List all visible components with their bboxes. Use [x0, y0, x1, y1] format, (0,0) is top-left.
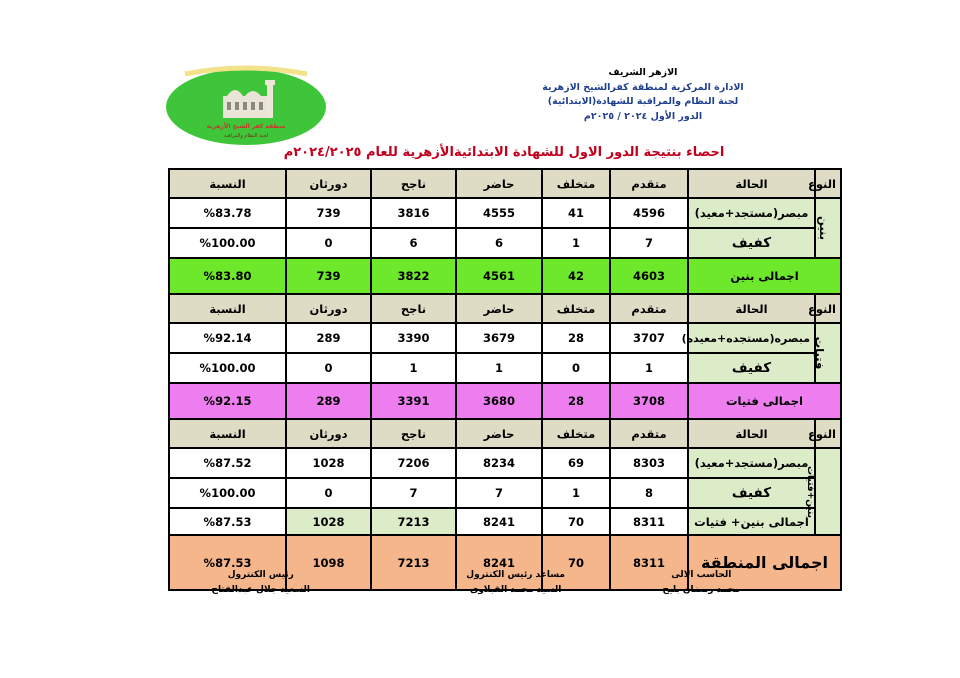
signature-assistant: [466, 570, 565, 595]
signature-head: [212, 570, 310, 595]
cell: 8303: [610, 448, 688, 478]
signature-name: السيد محمد القبلاوى: [469, 585, 562, 595]
col-enrolled: متقدم: [610, 419, 688, 448]
cell: 6: [371, 228, 456, 258]
cell: 3822: [371, 258, 456, 294]
grand-total-label: اجمالى المنطقة: [688, 535, 841, 590]
both-total-row: [169, 508, 841, 535]
col-absent: متخلف: [542, 169, 610, 198]
signature-title: الحاسب الالى: [671, 570, 732, 580]
cell: 739: [286, 198, 371, 228]
col-ratio: النسبة: [169, 294, 286, 323]
boys-total-label: اجمالى بنين: [688, 258, 841, 294]
cell: 3390: [371, 323, 456, 353]
cell: 28: [542, 323, 610, 353]
cell: 28: [542, 383, 610, 419]
cell: 1: [371, 353, 456, 383]
col-ratio: النسبة: [169, 419, 286, 448]
cell: 1: [610, 353, 688, 383]
category-label: فتيات: [812, 336, 827, 370]
results-table: [168, 168, 842, 591]
cell: %100.00: [169, 478, 286, 508]
col-passed: ناجح: [371, 294, 456, 323]
table-row: [169, 478, 841, 508]
header-line-2: الادارة المركزية لمنطقة كفرالشيخ الازهرية: [542, 81, 744, 93]
col-present: حاضر: [456, 169, 542, 198]
logo-text: منطقة كفر الشيخ الأزهرية: [206, 123, 286, 130]
cell: 1: [542, 228, 610, 258]
col-present: حاضر: [456, 419, 542, 448]
cell: 70: [542, 535, 610, 590]
category-label: بنين+فتيات: [804, 465, 815, 518]
signature-name: محمد رمضان بليح: [662, 585, 740, 595]
col-second-round: دورثان: [286, 419, 371, 448]
cell: 3680: [456, 383, 542, 419]
state-blind: كفيف: [688, 353, 815, 383]
cell: 8234: [456, 448, 542, 478]
table-row: [169, 198, 841, 228]
table-row: [169, 228, 841, 258]
col-second-round: دورثان: [286, 169, 371, 198]
col-enrolled: متقدم: [610, 169, 688, 198]
table-header-row: [169, 294, 841, 323]
cell: %87.52: [169, 448, 286, 478]
cell: 8241: [456, 508, 542, 535]
col-type: النوع: [815, 169, 841, 198]
cell: %92.15: [169, 383, 286, 419]
col-passed: ناجح: [371, 419, 456, 448]
cell: 7: [610, 228, 688, 258]
cell: 3391: [371, 383, 456, 419]
header-line-1: الازهر الشريف: [608, 67, 678, 78]
cell: 0: [286, 478, 371, 508]
category-label: بنين: [816, 215, 831, 241]
col-state: الحالة: [688, 294, 815, 323]
cell: 1028: [286, 448, 371, 478]
cell: 4603: [610, 258, 688, 294]
cell: 3707: [610, 323, 688, 353]
cell: 3708: [610, 383, 688, 419]
cell: 7206: [371, 448, 456, 478]
table-row: [169, 323, 841, 353]
cell: %87.53: [169, 535, 286, 590]
cell: 70: [542, 508, 610, 535]
table-header-row: [169, 419, 841, 448]
girls-total-label: اجمالى فتيات: [688, 383, 841, 419]
logo-subtext: لجنة النظام والمراقبة: [223, 133, 269, 139]
cell: 8241: [456, 535, 542, 590]
header-line-3: لجنة النظام والمراقبة للشهادة(الابتدائية): [547, 96, 739, 107]
cell: %87.53: [169, 508, 286, 535]
table-header-row: [169, 169, 841, 198]
cell: %92.14: [169, 323, 286, 353]
header-line-4: الدور الأول ٢٠٢٤ / ٢٠٢٥م: [583, 110, 703, 122]
cell: %100.00: [169, 353, 286, 383]
state-blind: كفيف: [688, 228, 815, 258]
cell: 6: [456, 228, 542, 258]
category-both: [804, 448, 841, 535]
cell: 69: [542, 448, 610, 478]
cell: 289: [286, 383, 371, 419]
cell: 4555: [456, 198, 542, 228]
cell: 0: [286, 353, 371, 383]
cell: 7: [456, 478, 542, 508]
cell: 1: [542, 478, 610, 508]
azhar-logo: [165, 68, 327, 146]
cell: 3679: [456, 323, 542, 353]
col-absent: متخلف: [542, 419, 610, 448]
col-state: الحالة: [688, 419, 815, 448]
page-header: [523, 66, 763, 124]
cell: 7: [371, 478, 456, 508]
cell: 8311: [610, 508, 688, 535]
cell: 4596: [610, 198, 688, 228]
col-absent: متخلف: [542, 294, 610, 323]
both-total-label: اجمالى بنين+ فتيات: [688, 508, 815, 535]
state-blind: كفيف: [688, 478, 815, 508]
cell: 289: [286, 323, 371, 353]
col-enrolled: متقدم: [610, 294, 688, 323]
category-boys: [815, 198, 841, 258]
col-type: النوع: [815, 419, 841, 448]
signature-title: رئيس الكنترول: [227, 570, 294, 580]
girls-total-row: [169, 383, 841, 419]
cell: 739: [286, 258, 371, 294]
signature-name: السعيد جلال عبدالفتاح: [211, 585, 310, 595]
signature-computer: [663, 570, 740, 595]
state-sighted: مبصر(مستجد+معيد): [688, 448, 815, 478]
cell: 0: [286, 228, 371, 258]
cell: 7213: [371, 508, 456, 535]
cell: %100.00: [169, 228, 286, 258]
col-present: حاضر: [456, 294, 542, 323]
cell: 8311: [610, 535, 688, 590]
cell: %83.78: [169, 198, 286, 228]
col-state: الحالة: [688, 169, 815, 198]
page-title: احصاء بنتيجة الدور الاول للشهادة الابتدائيةالأزهرية للعام ٢٠٢٤/٢٠٢٥م: [283, 145, 725, 160]
cell: 1098: [286, 535, 371, 590]
cell: 7213: [371, 535, 456, 590]
col-passed: ناجح: [371, 169, 456, 198]
col-second-round: دورثان: [286, 294, 371, 323]
cell: 1: [456, 353, 542, 383]
cell: 42: [542, 258, 610, 294]
cell: 8: [610, 478, 688, 508]
cell: 41: [542, 198, 610, 228]
category-girls: [812, 323, 841, 383]
cell: %83.80: [169, 258, 286, 294]
table-row: [169, 353, 841, 383]
col-type: النوع: [815, 294, 841, 323]
state-sighted: مبصر(مستجد+معيد): [688, 198, 815, 228]
cell: 4561: [456, 258, 542, 294]
table-row: [169, 448, 841, 478]
state-sighted: مبصره(مستجده+معيده): [688, 323, 815, 353]
boys-total-row: [169, 258, 841, 294]
cell: 1028: [286, 508, 371, 535]
cell: 0: [542, 353, 610, 383]
signature-title: مساعد رئيس الكنترول: [466, 570, 565, 580]
cell: 3816: [371, 198, 456, 228]
col-ratio: النسبة: [169, 169, 286, 198]
